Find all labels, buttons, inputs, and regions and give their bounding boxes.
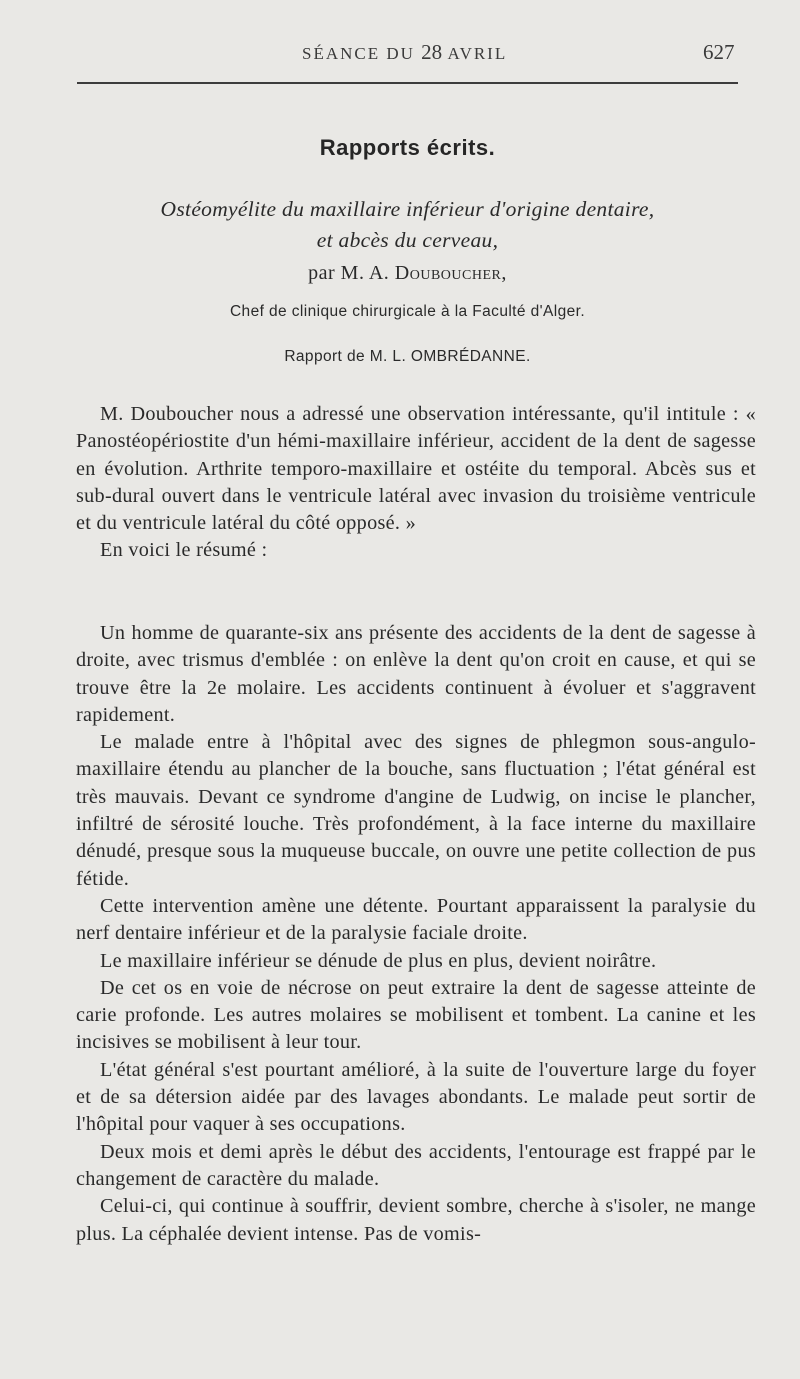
- header-rule: [77, 82, 738, 84]
- article-title: [0, 194, 800, 256]
- author-line: [0, 262, 800, 285]
- section-title: Rapports écrits.: [319, 135, 496, 160]
- author-affiliation: Chef de clinique chirurgicale à la Faculté d'Alger.: [229, 303, 586, 320]
- author-prefix: par M. A.: [308, 262, 395, 284]
- paragraph: Cette intervention amène une détente. Pourtant apparaissent la paralysie du nerf dentaire inférieur et de la paralysie faciale droite.: [76, 894, 756, 945]
- paragraph: Deux mois et demi après le début des accidents, l'entourage est frappé par le changement de caractère du malade.: [76, 1140, 756, 1190]
- paragraph: L'état général s'est pourtant amélioré, à la suite de l'ouverture large du foyer et de sa détersion aidée par des lavages abondants. Le malade peut sortir de l'hôpital pour vaquer à ses occupations.: [76, 1058, 756, 1136]
- paragraph: En voici le résumé :: [100, 539, 268, 562]
- article-title-line: et abcès du cerveau,: [316, 228, 499, 252]
- paragraph: Le malade entre à l'hôpital avec des signes de phlegmon sous-angulo-maxillaire étendu au plancher de la bouche, sans fluctuation ; l'état général est très mauvais. Devant ce syndrome d'angine de Ludwig, on incise le plancher, infiltré de sérosité louche. Très profondément, à la face interne du maxillaire dénudé, presque sous la muqueuse buccale, on ouvre une petite collection de pus fétide.: [76, 731, 756, 890]
- paragraph: Celui-ci, qui continue à souffrir, devient sombre, cherche à s'isoler, ne mange plus. La céphalée devient intense. Pas de vomis-: [76, 1195, 756, 1245]
- case-summary: [76, 620, 756, 1248]
- running-title-text: SÉANCE DU: [302, 44, 422, 63]
- page-number: 627: [703, 40, 735, 64]
- author-name: Douboucher,: [394, 262, 507, 284]
- running-title-day: 28: [421, 40, 443, 64]
- article-title-line: Ostéomyélite du maxillaire inférieur d'origine dentaire,: [160, 197, 655, 221]
- running-header: [0, 40, 800, 70]
- report-byline: Rapport de M. L. OMBRÉDANNE.: [284, 348, 531, 365]
- running-title: [302, 40, 507, 65]
- paragraph: M. Douboucher nous a adressé une observation intéressante, qu'il intitule : « Panostéopériostite d'un hémi-maxillaire inférieur, accident de la dent de sagesse en évolution. Arthrite temporo-maxillaire et ostéite du temporal. Abcès sus et sub-dural ouvert dans le ventricule latéral avec invasion du troisième ventricule et du ventricule latéral du côté opposé. »: [76, 403, 756, 535]
- paragraph: Un homme de quarante-six ans présente des accidents de la dent de sagesse à droite, avec trismus d'emblée : on enlève la dent qu'on croit en cause, et qui se trouve être la 2e molaire. Les accidents continuent à évoluer et s'aggravent rapidement.: [76, 622, 756, 726]
- paragraph: Le maxillaire inférieur se dénude de plus en plus, devient noirâtre.: [100, 949, 657, 972]
- running-title-month: AVRIL: [442, 44, 508, 63]
- intro-text: [76, 401, 756, 565]
- paragraph: De cet os en voie de nécrose on peut extraire la dent de sagesse atteinte de carie profonde. Les autres molaires se mobilisent et tombent. La canine et les incisives se mobilisent à leur tour.: [76, 976, 756, 1054]
